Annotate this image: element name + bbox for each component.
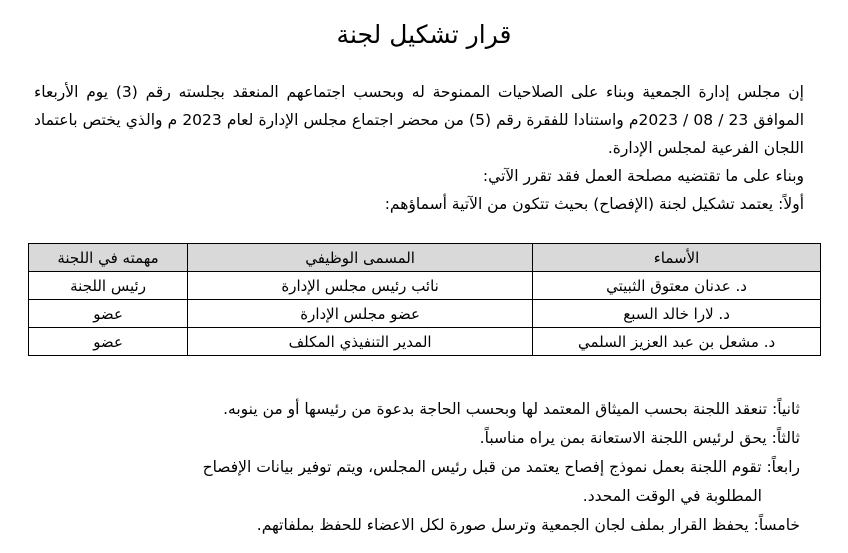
- clause-fourth-continued: المطلوبة في الوقت المحدد.: [582, 487, 762, 505]
- clause-fourth: رابعاً: تقوم اللجنة بعمل نموذج إفصاح يعتمد من قبل رئيس المجلس، ويتم توفير بيانات الإفصاح: [202, 458, 800, 476]
- intro-section: [34, 78, 804, 218]
- intro-paragraph: أولاً: يعتمد تشكيل لجنة (الإفصاح) بحيث تتكون من الآتية أسماؤهم:: [384, 195, 804, 213]
- intro-paragraph: إن مجلس إدارة الجمعية وبناء على الصلاحيات الممنوحة له وبحسب اجتماعهم المنعقد بجلسته رقم (3) يوم الأربعاء الموافق 23 / 08 / 2023م واستنادا للفقرة رقم (5) من محضر اجتماع مجلس الإدارة لعام 2023 م والذي يختص باعتماد اللجان الفرعية لمجلس الإدارة.: [34, 83, 805, 157]
- member-name: د. عدنان معتوق الثبيتي: [533, 272, 821, 300]
- resolutions-section: [20, 395, 800, 540]
- clause-second: ثانياً: تنعقد اللجنة بحسب الميثاق المعتمد لها وبحسب الحاجة بدعوة من رئيسها أو من ينوبه.: [223, 400, 800, 418]
- clause-fifth: خامساً: يحفظ القرار بملف لجان الجمعية وترسل صورة لكل الاعضاء للحفظ بملفاتهم.: [256, 516, 800, 534]
- member-role: رئيس اللجنة: [29, 272, 188, 300]
- header-committee-role: مهمته في اللجنة: [29, 244, 188, 272]
- header-job-title: المسمى الوظيفي: [188, 244, 533, 272]
- committee-table: [28, 243, 821, 356]
- table-row: [29, 272, 821, 300]
- member-name: د. لارا خالد السبع: [533, 300, 821, 328]
- member-job-title: نائب رئيس مجلس الإدارة: [188, 272, 533, 300]
- member-name: د. مشعل بن عبد العزيز السلمي: [533, 328, 821, 356]
- table-row: [29, 300, 821, 328]
- member-job-title: عضو مجلس الإدارة: [188, 300, 533, 328]
- table-row: [29, 328, 821, 356]
- clause-third: ثالثاً: يحق لرئيس اللجنة الاستعانة بمن يراه مناسباً.: [479, 429, 800, 447]
- member-job-title: المدير التنفيذي المكلف: [188, 328, 533, 356]
- member-role: عضو: [29, 328, 188, 356]
- table-header-row: [29, 244, 821, 272]
- intro-paragraph: وبناء على ما تقتضيه مصلحة العمل فقد تقرر الآتي:: [482, 167, 804, 185]
- header-names: الأسماء: [533, 244, 821, 272]
- page-title: قرار تشكيل لجنة: [336, 20, 512, 49]
- member-role: عضو: [29, 300, 188, 328]
